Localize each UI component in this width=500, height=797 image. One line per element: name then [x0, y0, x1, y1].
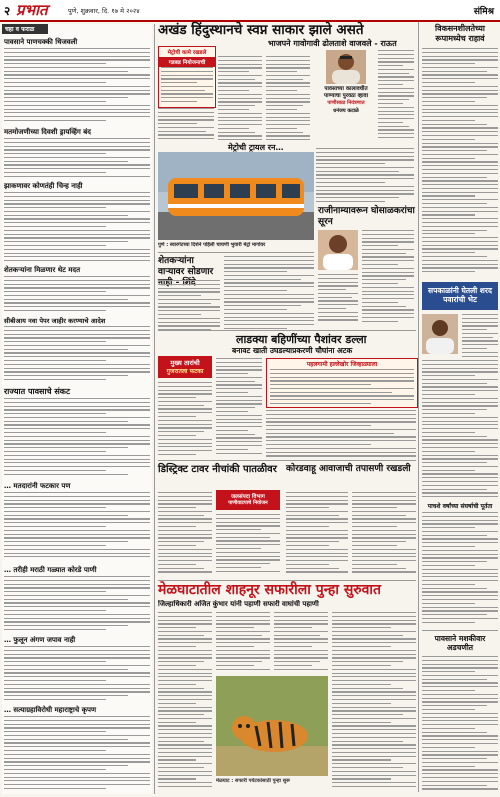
- metro-photo: [158, 152, 314, 240]
- interview-subtitle: पाणीसाठा नियंत्रणात: [327, 100, 365, 106]
- district-tag-box: [216, 490, 280, 510]
- left-column-header: चहा व फराळ: [2, 24, 48, 34]
- left-heading-8: … तरीही मराठी गळ्यात कोरडे पाणी: [4, 566, 97, 574]
- main-headline-right: भाजपने गावोगावी ढोलताशे वाजवले - राऊत: [268, 39, 397, 48]
- left-heading-6: राज्यात पावसाचे संकट: [4, 387, 70, 396]
- masthead: [0, 0, 500, 22]
- sapkal-headline: सपकाळांनी घेतली शरद पवारांची भेट: [428, 286, 492, 304]
- district-tag: जलसंपदा विभाग: [231, 494, 265, 500]
- paper-logo: प्रभात: [16, 1, 48, 19]
- interview-name: धनंजय कटाळे: [333, 108, 359, 114]
- interview-title: पावसाच्या कालावधीत पाण्याचा पुरवठा व्हावा: [324, 86, 368, 99]
- interview-box: [316, 50, 414, 142]
- bottom-headline: मेळघाटातील शाहनूर सफारीला पुन्हा सुरुवात: [158, 582, 382, 598]
- district-headline: डिस्ट्रिक्ट टावर नीचांकी पातळीवर: [158, 464, 277, 475]
- left-column: [2, 24, 152, 794]
- right-small-head: पाचशे वर्षांच्या संघर्षाची पूर्तता: [427, 503, 493, 510]
- bottom-subhead: जिल्हाधिकारी अजित कुंभार यांनी पहाणी सफारी वाघांची पहाणी: [158, 600, 319, 608]
- metro-kicker: मेट्रोची कामे रखडले: [167, 50, 207, 56]
- left-heading-4: शेतकऱ्यांना मिळणार थेट मदत: [4, 266, 81, 274]
- edition-line: पुणे, शुक्रवार, दि. १७ मे २०२४: [68, 7, 140, 15]
- ladki-bahin-headline: लाडक्या बहिणींच्या पैशांवर डल्ला: [236, 333, 367, 346]
- mukhya-sub: गुजरातला फटका: [166, 368, 204, 375]
- left-heading-3: झाकणावर कोणतंही चिन्ह नाही: [4, 182, 83, 190]
- section-label: संमिश्र: [473, 7, 494, 17]
- tiger-photo: [216, 676, 328, 776]
- korta-headline: कोरडवाहू आवाजाची तपासणी रखडली: [286, 464, 411, 474]
- left-heading-10: … सत्याग्रहाविरोधी महाराष्ट्राचे कृपण: [4, 706, 97, 714]
- metro-kicker-box: [158, 46, 216, 108]
- ladki-bahin-subhead: बनावट खाती उघडल्याप्रकरणी चौघांना अटक: [232, 346, 353, 355]
- main-headline: अखंड हिंदुस्थानचे स्वप्न साकार झाले असते: [158, 22, 364, 38]
- district-tag2: पाणीवाटपाचे नियोजन: [228, 500, 268, 506]
- portrait-photo: [326, 50, 366, 84]
- metro-kicker2: गडबड नियोजनाची: [159, 57, 215, 67]
- left-heading-5: सीबीआय नवा पेपर जाहीर करण्याचे आदेश: [4, 317, 106, 325]
- metro-caption: पुणे : स्वारगेटच्या दिशेने पहिली चाचणी भुयारी मेट्रो मार्गावर: [158, 242, 266, 248]
- mukhya-label: मुख्य तारांची: [170, 359, 200, 367]
- bottom-caption: मेळघाट : सफारी पर्यटकांसाठी पुन्हा सुरू: [216, 778, 290, 784]
- rajinama-headline: राजीनाम्यावरून घोसाळकरांचा सूरन: [318, 206, 415, 227]
- left-heading-2: मतमोजणीच्या दिवशी ड्रायव्हिंग बंद: [4, 128, 92, 136]
- page-number: २: [4, 4, 11, 18]
- sapkal-photo: [422, 314, 458, 354]
- left-heading-9: … फुलून अंगण जपाव नाही: [4, 636, 76, 644]
- ladki-box-title: पहलगामी हल्लेखोर जिव्हाळ्याला: [306, 361, 378, 368]
- sapkal-box: [422, 282, 498, 310]
- right-bottom-head: पावसाने मशकीवार अडचणीत: [434, 634, 486, 652]
- shetkaryana-headline: शेतकऱ्यांना वाऱ्यावर सोडणार: [158, 256, 214, 277]
- right-headline: विकसनशीलतेच्या रूपामध्येच राहावं: [435, 24, 485, 43]
- ladki-box: [266, 358, 418, 408]
- left-heading-1: पावसाने पाणचक्की थिजवली: [4, 38, 78, 46]
- metro-label: मेट्रोची ट्रायल रन…: [228, 143, 284, 152]
- mukhya-box: [158, 356, 212, 378]
- rajinama-photo: [318, 230, 358, 270]
- left-heading-7: … मतदारांनी फटकार पण: [4, 482, 71, 490]
